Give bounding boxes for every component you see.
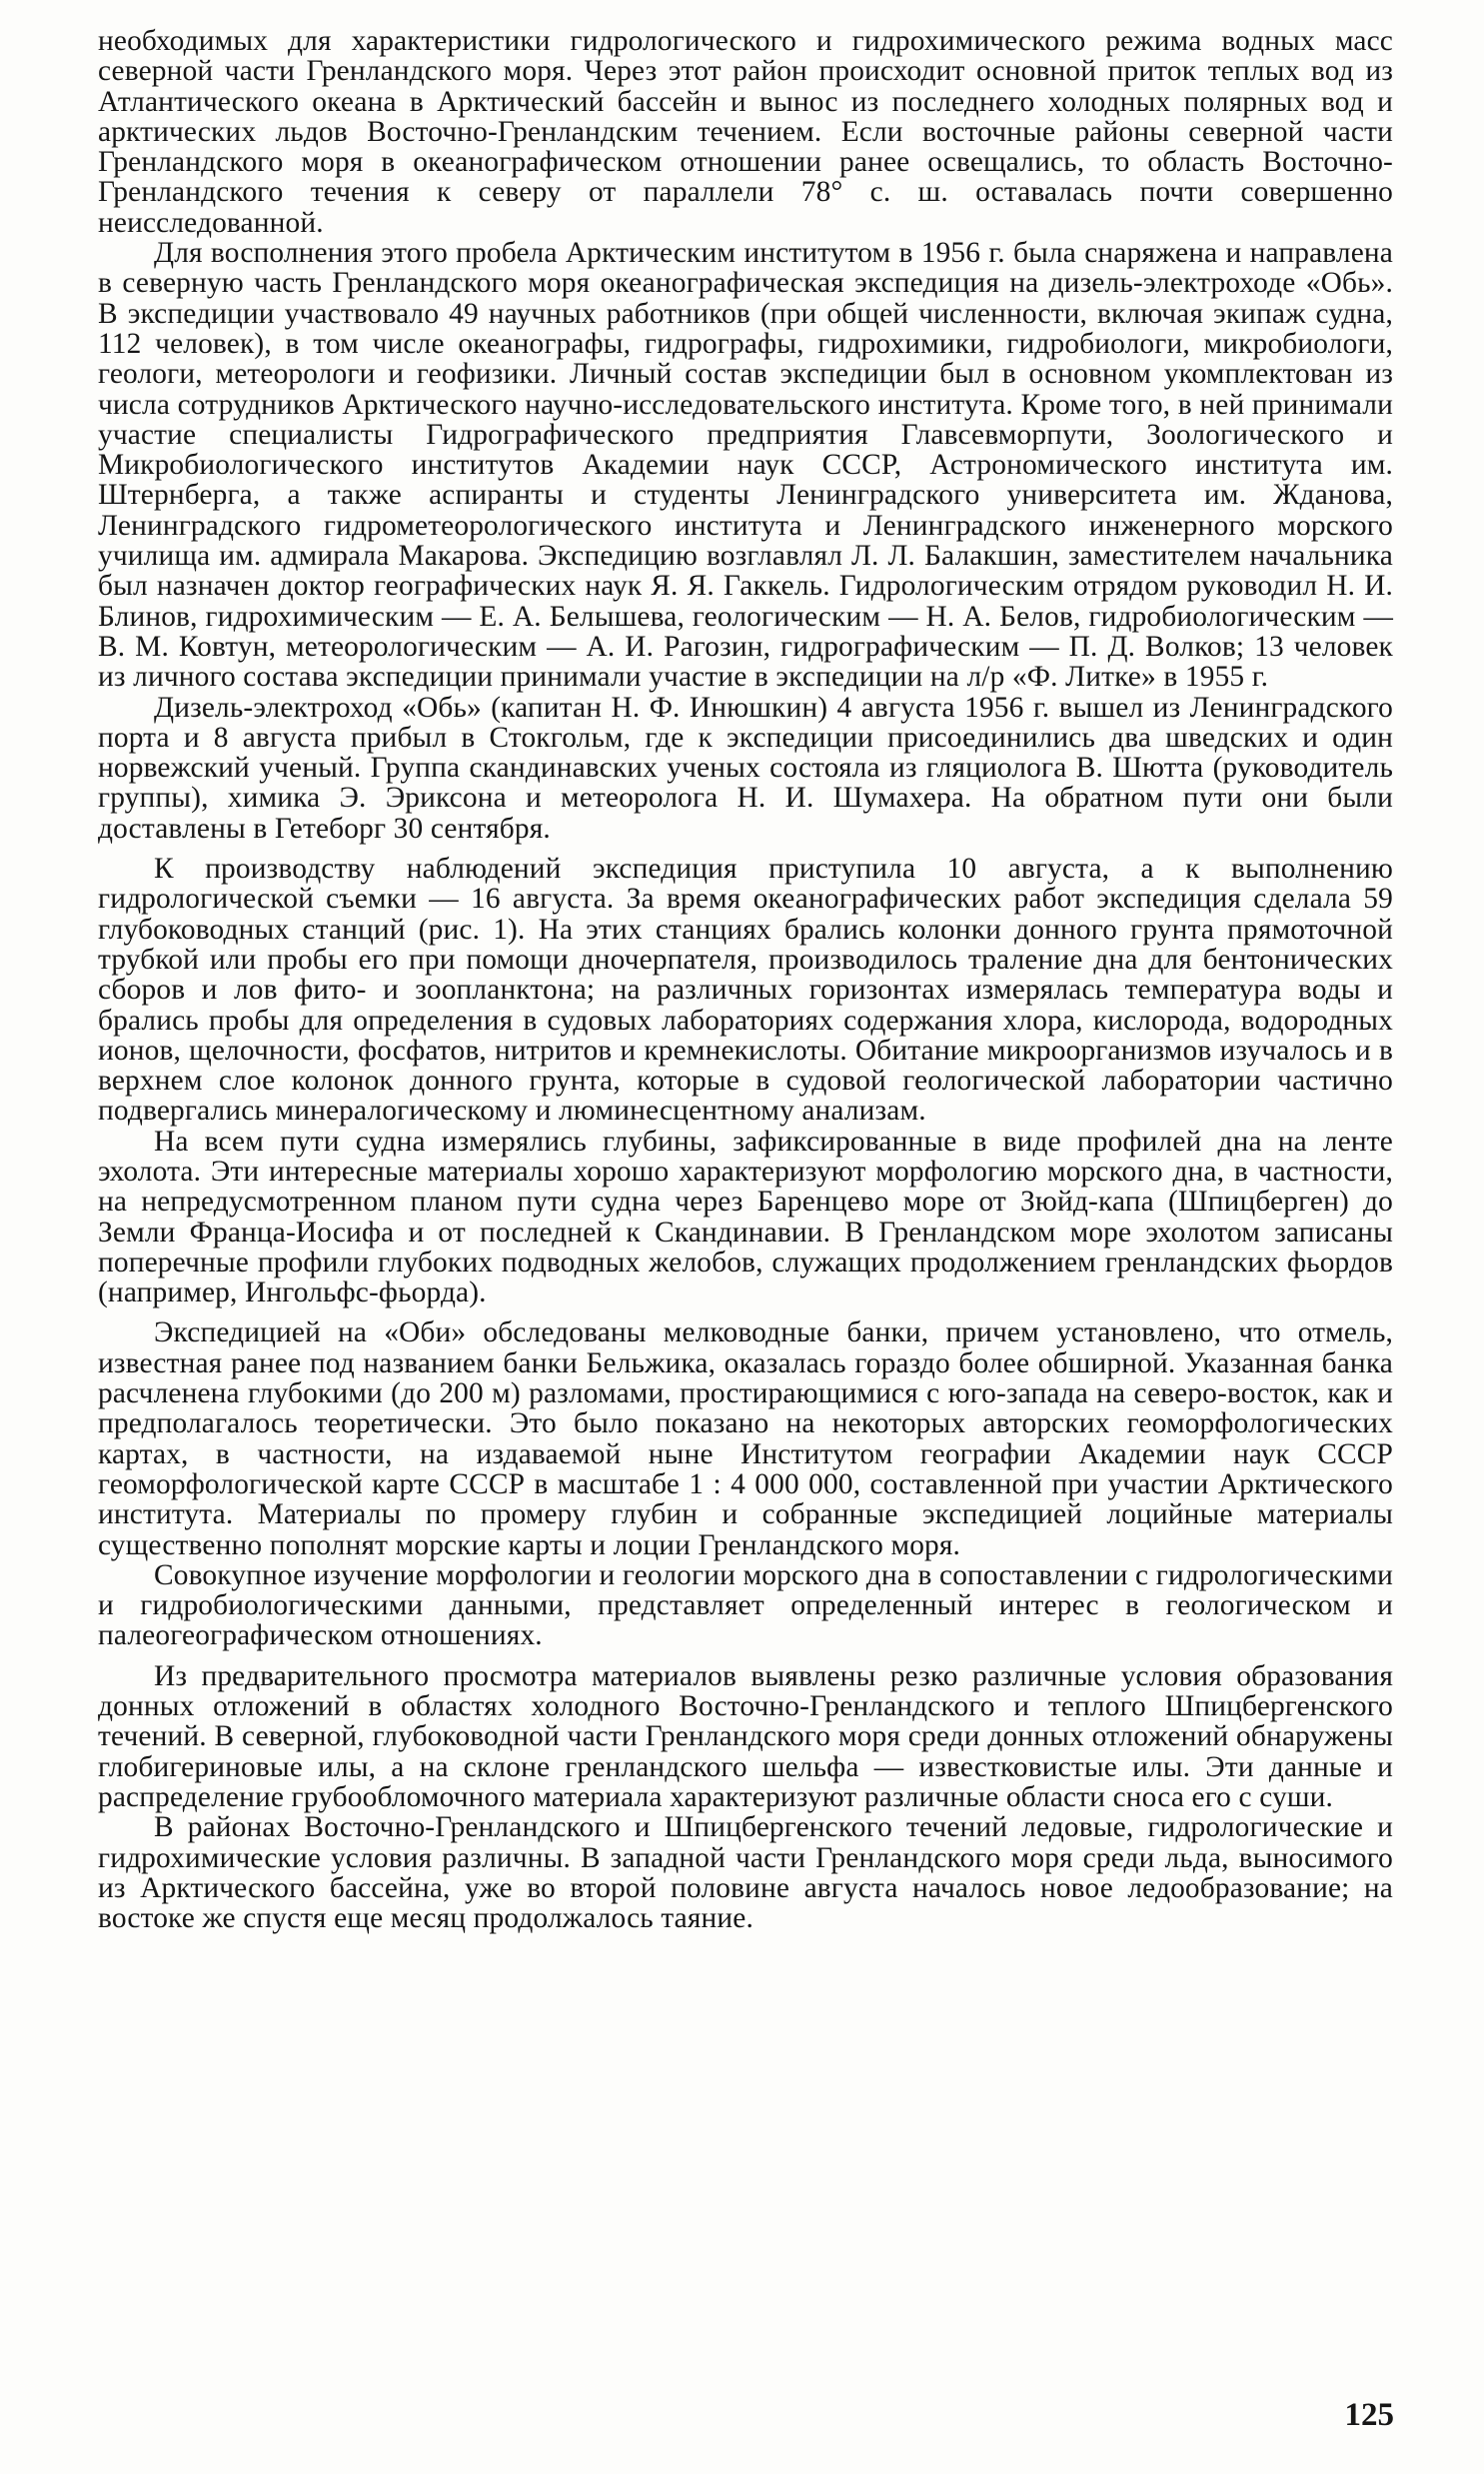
body-text <box>98 26 1393 1933</box>
paragraph-voyage-route: Дизель-электроход «Обь» (капитан Н. Ф. Инюшкин) 4 августа 1956 г. вышел из Ленинградского порта и 8 августа прибыл в Стокгольм, где к экспедиции присоединились два шведских и один норвежский ученый. Группа скандинавских ученых состояла из гляциолога В. Шютта (руководитель группы), химика Э. Эриксона и метеоролога Н. И. Шумахера. На обратном пути они были доставлены в Гетеборг 30 сентября. <box>98 691 1393 845</box>
paragraph-shallow-banks: Экспедицией на «Оби» обследованы мелководные банки, причем установлено, что отмель, известная ранее под названием банки Бельжика, оказалась гораздо более обширной. Указанная банка расчленена глубокими (до 200 м) разломами, простирающимися с юго-запада на северо-восток, как и предполагалось теоретически. Это было показано на некоторых авторских геоморфологических картах, в частности, на издаваемой ныне Институтом географии Академии наук СССР геоморфологической карте СССР в масштабе 1 : 4 000 000, составленной при участии Арктического института. Материалы по промеру глубин и собранные экспедицией лоцийные материалы существенно пополнят морские карты и лоции Гренландского моря. <box>98 1316 1393 1561</box>
paragraph-intro-continuation: необходимых для характеристики гидрологического и гидрохимического режима водных масс северной части Гренландского моря. Через этот район происходит основной приток теплых вод из Атлантического океана в Арктический бассейн и вынос из последнего холодных полярных вод и арктических льдов Восточно-Гренландским течением. Если восточные районы северной части Гренландского моря в океанографическом отношении ранее освещались, то область Восточно-Гренландского течения к северу от параллели 78° с. ш. оставалась почти совершенно неисследованной. <box>98 25 1393 239</box>
paragraph-ice-conditions: В районах Восточно-Гренландского и Шпицбергенского течений ледовые, гидрологические и гидрохимические условия различны. В западной части Гренландского моря среди льда, выносимого из Арктического бассейна, уже во второй половине августа началось новое ледообразование; на востоке же спустя еще месяц продолжалось таяние. <box>98 1811 1393 1935</box>
paragraph-observations: К производству наблюдений экспедиция приступила 10 августа, а к выполнению гидрологической съемки — 16 августа. За время океанографических работ экспедиция сделала 59 глубоководных станций (рис. 1). На этих станциях брались колонки донного грунта прямоточной трубкой или пробы его при помощи дночерпателя, производилось траление дна для бентонических сборов и лов фито- и зоопланктона; на различных горизонтах измерялась температура воды и брались пробы для определения в судовых лабораториях содержания хлора, кислорода, водородных ионов, щелочности, фосфатов, нитритов и кремнекислоты. Обитание микроорганизмов изучалось и в верхнем слое колонок донного грунта, которые в судовой геологической лаборатории частично подвергались минералогическому и люминесцентному анализам. <box>98 853 1393 1128</box>
paragraph-depth-measurements: На всем пути судна измерялись глубины, зафиксированные в виде профилей дна на ленте эхолота. Эти интересные материалы хорошо характеризуют морфологию морского дна, в частности, на непредусмотренном планом пути судна через Баренцево море от Зюйд-капа (Шпицберген) до Земли Франца-Иосифа и от последней к Скандинавии. В Гренландском море эхолотом записаны поперечные профили глубоких подводных желобов, служащих продолжением гренландских фьордов (например, Ингольфс-фьорда). <box>98 1125 1393 1309</box>
paragraph-combined-study: Совокупное изучение морфологии и геологии морского дна в сопоставлении с гидрологическими и гидробиологическими данными, представляет определенный интерес в геологическом и палеогеографическом отношениях. <box>98 1558 1393 1652</box>
page-number: 125 <box>1344 2397 1394 2433</box>
paragraph-expedition-staff: Для восполнения этого пробела Арктическим институтом в 1956 г. была снаряжена и направлена в северную часть Гренландского моря океанографическая экспедиция на дизель-электроходе «Обь». В экспедиции участвовало 49 научных работников (при общей численности, включая экипаж судна, 112 человек), в том числе океанографы, гидрографы, гидрохимики, гидробиологи, микробиологи, геологи, метеорологи и геофизики. Личный состав экспедиции был в основном укомплектован из числа сотрудников Арктического научно-исследовательского института. Кроме того, в ней принимали участие специалисты Гидрографического предприятия Главсевморпути, Зоологического и Микробиологического институтов Академии наук СССР, Астрономического института им. Штернберга, а также аспиранты и студенты Ленинградского университета им. Жданова, Ленинградского гидрометеорологического института и Ленинградского инженерного морского училища им. адмирала Макарова. Экспедицию возглавлял Л. Л. Балакшин, заместителем начальника был назначен доктор географических наук Я. Я. Гаккель. Гидрологическим отрядом руководил Н. И. Блинов, гидрохимическим — Е. А. Белышева, геологическим — Н. А. Белов, гидробиологическим — В. М. Ковтун, метеорологическим — А. И. Рагозин, гидрографическим — П. Д. Волков; 13 человек из личного состава экспедиции принимали участие в экспедиции на л/р «Ф. Литке» в 1955 г. <box>98 237 1393 694</box>
paragraph-sediments: Из предварительного просмотра материалов выявлены резко различные условия образования донных отложений в областях холодного Восточно-Гренландского и теплого Шпицбергенского течений. В северной, глубоководной части Гренландского моря среди донных отложений обнаружены глобигериновые илы, а на склоне гренландского шельфа — известковистые илы. Эти данные и распределение грубообломочного материала характеризуют различные области сноса его с суши. <box>98 1659 1393 1813</box>
